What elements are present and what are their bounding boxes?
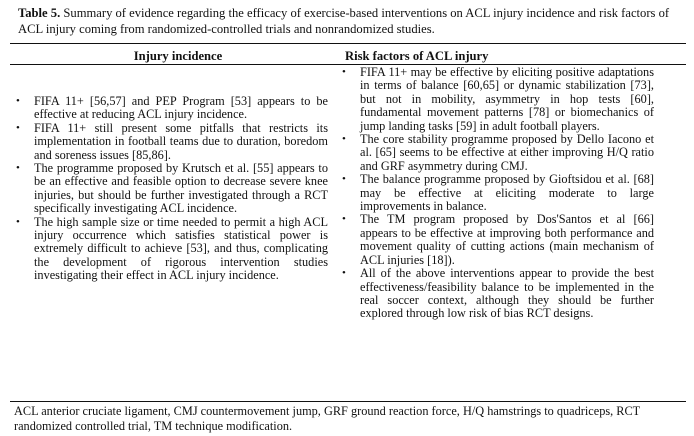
top-rule xyxy=(10,43,686,44)
caption-text: Summary of evidence regarding the efficacy of exercise-based interventions on ACL injury incidence and risk factors of ACL injury coming from randomized-controlled trials and nonrandomized studies. xyxy=(18,6,670,36)
risk-factors-column xyxy=(340,66,654,321)
injury-incidence-item-text: FIFA 11+ [56,57] and PEP Program [53] appears to be effective at reducing ACL injury incidence. xyxy=(34,94,328,122)
injury-incidence-column xyxy=(14,95,328,283)
risk-factor-item xyxy=(340,267,654,321)
caption-label: Table 5. xyxy=(18,6,61,20)
bullet-icon: • xyxy=(16,162,20,175)
risk-factor-item-text: FIFA 11+ may be effective by eliciting positive adaptations in terms of balance [60,65] or dynamic stabilization [73], but not in mobility, asymmetry in hop tests [60], fundamental movement patterns [78] or biomechanics of jump landing tasks [59] in adult football players. xyxy=(360,65,654,133)
risk-factor-item xyxy=(340,173,654,213)
bullet-icon: • xyxy=(16,121,20,134)
table-caption xyxy=(18,5,690,37)
bottom-rule xyxy=(10,401,686,402)
column-header-risk-factors: Risk factors of ACL injury xyxy=(345,49,489,63)
risk-factor-item-text: The balance programme proposed by Gioftsidou et al. [68] may be effective at eliciting moderate to large improvements in balance. xyxy=(360,172,654,214)
risk-factor-item xyxy=(340,133,654,173)
table-footnote: ACL anterior cruciate ligament, CMJ countermovement jump, GRF ground reaction force, H/Q hamstrings to quadriceps, RCT randomized controlled trial, TM technique modification. xyxy=(14,404,640,433)
risk-factor-item xyxy=(340,213,654,267)
injury-incidence-item xyxy=(14,216,328,283)
bullet-icon: • xyxy=(342,133,346,146)
injury-incidence-item-text: The high sample size or time needed to permit a high ACL injury occurrence which satisfies statistical power is extremely difficult to achieve [53], and thus, complicating the development of rigorous intervention studies investigating their effect in ACL injury incidence. xyxy=(34,214,328,283)
bullet-icon: • xyxy=(342,267,346,280)
injury-incidence-item xyxy=(14,95,328,122)
risk-factor-item xyxy=(340,66,654,133)
injury-incidence-item xyxy=(14,162,328,216)
risk-factor-item-text: All of the above interventions appear to provide the best effectiveness/feasibility balance to be implemented in the real soccer context, although they should be further explored through low risk of bias RCT designs. xyxy=(360,266,654,321)
risk-factor-item-text: The TM program proposed by Dos'Santos et al [66] appears to be effective at improving both performance and movement quality of cutting actions (main mechanism of ACL injuries [18]). xyxy=(360,212,654,267)
injury-incidence-item-text: FIFA 11+ still present some pitfalls that restricts its implementation in football teams due to duration, boredom and soreness issues [85,86]. xyxy=(34,120,328,162)
injury-incidence-item xyxy=(14,122,328,162)
injury-incidence-item-text: The programme proposed by Krutsch et al. [55] appears to be an effective and feasible option to decrease severe knee injuries, but should be further investigated through a RCT specifically investigating ACL incidence. xyxy=(34,161,328,216)
injury-incidence-list xyxy=(14,95,328,283)
bullet-icon: • xyxy=(342,66,346,78)
bullet-icon: • xyxy=(342,213,346,226)
bullet-icon: • xyxy=(16,215,20,228)
column-header-injury-incidence: Injury incidence xyxy=(133,49,223,63)
table-5 xyxy=(4,5,690,37)
bullet-icon: • xyxy=(342,173,346,186)
risk-factor-item-text: The core stability programme proposed by Dello Iacono et al. [65] seems to be effective at either improving H/Q ratio and GRF asymmetry during CMJ. xyxy=(360,132,654,173)
bullet-icon: • xyxy=(16,95,20,107)
risk-factors-list xyxy=(340,66,654,321)
